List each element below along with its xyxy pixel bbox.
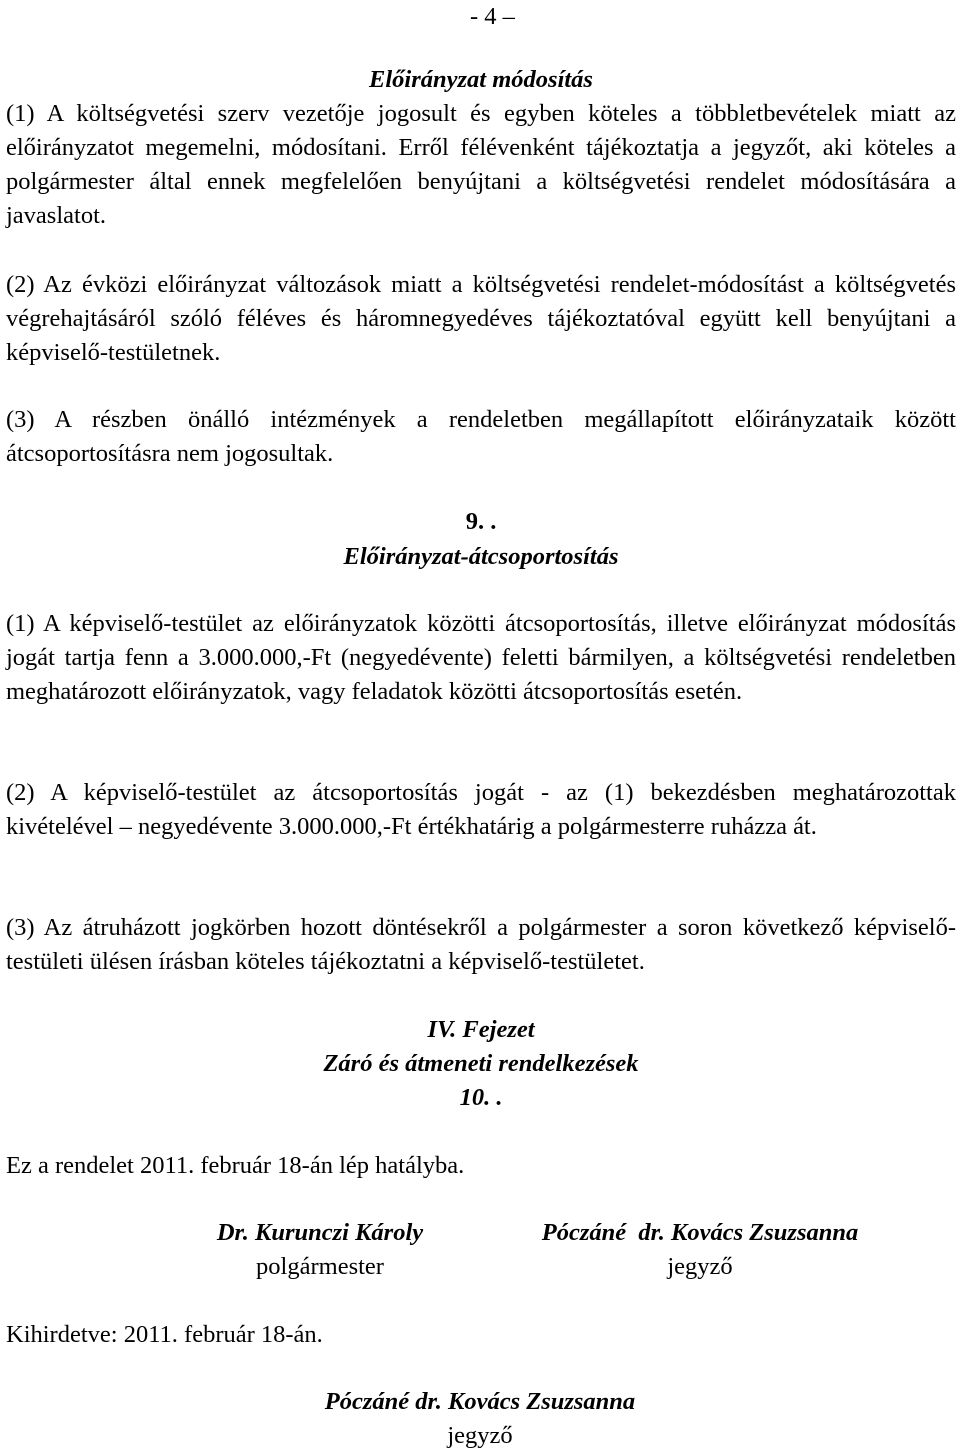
effective-date-text: Ez a rendelet 2011. február 18-án lép hatályba. xyxy=(6,1152,465,1179)
section-9-paragraph-3: (3) Az átruházott jogkörben hozott döntésekről a polgármester a soron következő képviselő-testületi ülésen írásban köteles tájékoztatni a képviselő-testületet. xyxy=(6,914,956,975)
signature-role: jegyző xyxy=(667,1253,733,1280)
section-9-paragraph-1: (1) A képviselő-testület az előirányzatok közötti átcsoportosítás, illetve előirányzat módosítás jogát tartja fenn a 3.000.000,-Ft (negyedévente) feletti bármilyen, a költségvetési rendeletben meghatározott előirányzatok, vagy feladatok közötti átcsoportosítás esetén. xyxy=(6,610,956,705)
section-8-title: Előirányzat módosítás xyxy=(369,66,593,93)
signature-name: Póczáné dr. Kovács Zsuzsanna xyxy=(541,1219,859,1246)
signature-mayor xyxy=(160,1216,480,1284)
section-8-paragraph-3: (3) A részben önálló intézmények a rendeletben megállapított előirányzataik között átcsoportosításra nem jogosultak. xyxy=(6,406,956,467)
chapter-heading: IV. Fejezet xyxy=(427,1016,535,1043)
final-signature xyxy=(250,1385,710,1453)
promulgation-text: Kihirdetve: 2011. február 18-án. xyxy=(6,1321,323,1348)
signature-name: Dr. Kurunczi Károly xyxy=(216,1219,424,1246)
section-9-number: 9. . xyxy=(465,508,497,535)
section-8-paragraph-1: (1) A költségvetési szerv vezetője jogosult és egyben köteles a többletbevételek miatt az előirányzatot megemelni, módosítani. Erről félévenként tájékoztatja a jegyzőt, aki köteles a polgármester által ennek megfelelően benyújtani a költségvetési rendelet módosítására a javaslatot. xyxy=(6,100,956,229)
section-9-title: Előirányzat-átcsoportosítás xyxy=(343,543,619,570)
page-number: - 4 – xyxy=(470,3,515,30)
section-8-paragraph-2: (2) Az évközi előirányzat változások miatt a költségvetési rendelet-módosítást a költségvetés végrehajtásáról szóló féléves és háromnegyedéves tájékoztatóval együtt kell benyújtani a képviselő-testületnek. xyxy=(6,271,956,366)
signature-name: Póczáné dr. Kovács Zsuzsanna xyxy=(324,1388,636,1415)
signature-role: jegyző xyxy=(447,1422,513,1449)
section-10-number: 10. . xyxy=(459,1084,503,1111)
signature-notary xyxy=(490,1216,910,1284)
section-9-paragraph-2: (2) A képviselő-testület az átcsoportosítás jogát - az (1) bekezdésben meghatározottak kivételével – negyedévente 3.000.000,-Ft értékhatárig a polgármesterre ruházza át. xyxy=(6,779,956,840)
signature-role: polgármester xyxy=(256,1253,384,1280)
chapter-title: Záró és átmeneti rendelkezések xyxy=(323,1050,639,1077)
